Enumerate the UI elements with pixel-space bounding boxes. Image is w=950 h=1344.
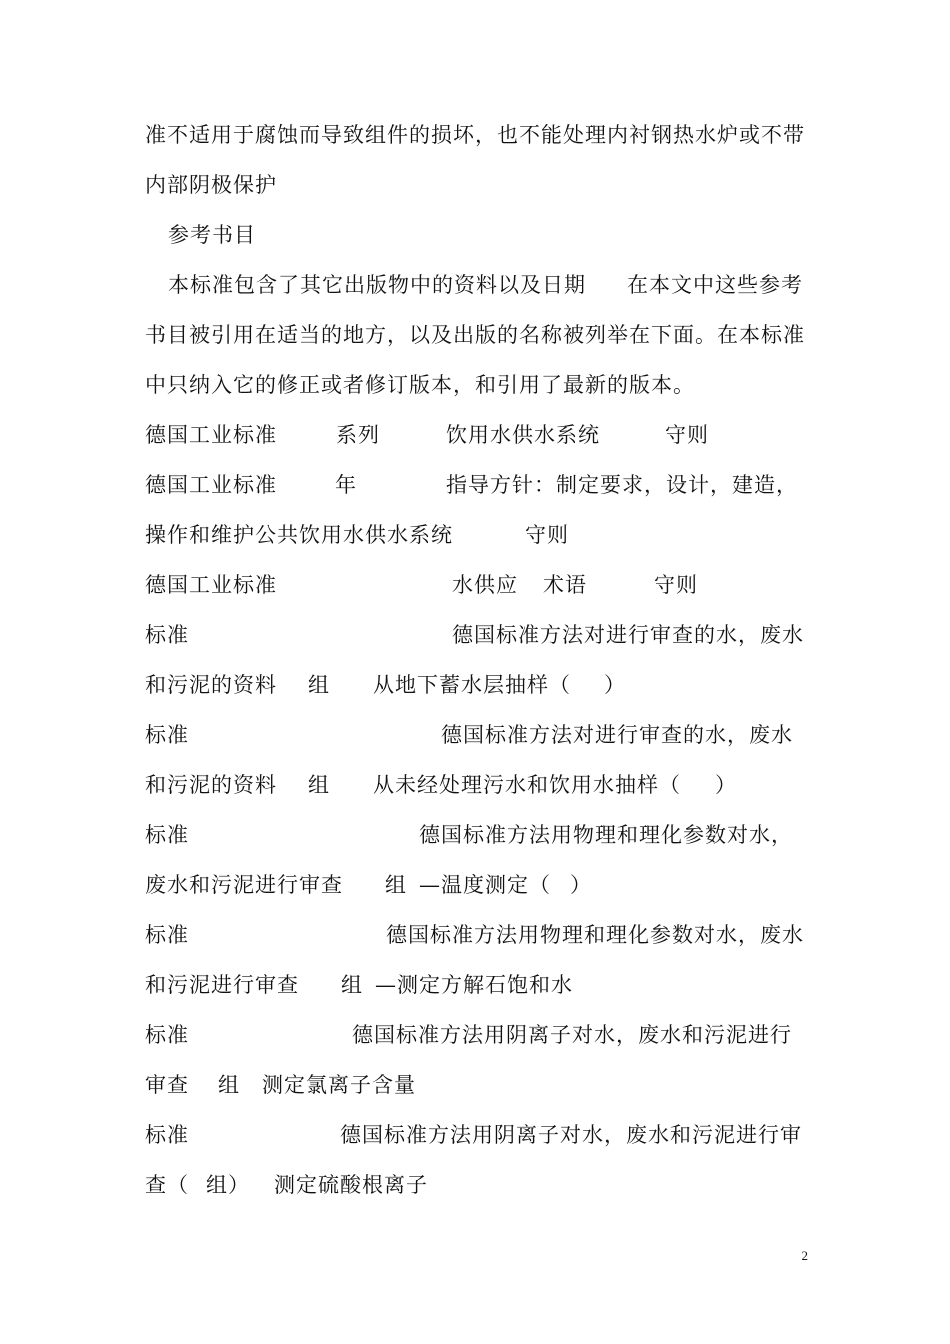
paragraph-line: 中只纳入它的修正或者修订版本，和引用了最新的版本。 [145,373,695,397]
reference-title: 测定硫酸根离子 [274,1173,428,1197]
reference-title: 指导方针：制定要求，设计，建造， [446,473,798,497]
reference-title: 德国标准方法用阴离子对水，废水和污泥进行审 [340,1123,802,1147]
reference-title: 德国标准方法对进行审查的水，废水 [441,723,793,747]
reference-group: 组 [308,773,330,797]
reference-source: 标准 [145,823,189,847]
reference-title: 和污泥进行审查 [145,973,299,997]
reference-group: 组） [206,1173,250,1197]
reference-title: 术语 [543,573,587,597]
reference-title: ） [570,873,592,897]
reference-title: 德国标准方法用阴离子对水，废水和污泥进行 [352,1023,792,1047]
reference-group: 组 [385,873,407,897]
reference-title: 审查 [145,1073,189,1097]
section-heading: 参考书目 [168,223,256,247]
reference-title: 和污泥的资料 [145,773,277,797]
reference-source: 标准 [145,623,189,647]
reference-title: 水供应 [452,573,518,597]
reference-title: 测定氯离子含量 [262,1073,416,1097]
reference-source: 标准 [145,1123,189,1147]
paragraph-line: 内部阴极保护 [145,173,277,197]
page-number: 2 [801,1248,808,1263]
paragraph-line: 书目被引用在适当的地方，以及出版的名称被列举在下面。在本标准 [145,323,805,347]
reference-group: 组 [218,1073,240,1097]
reference-type: 守则 [665,423,709,447]
reference-source: 德国工业标准 [145,423,277,447]
reference-source: 德国工业标准 [145,473,277,497]
reference-group: 组 [341,973,363,997]
reference-type: 守则 [525,523,569,547]
reference-title: ） [715,773,737,797]
reference-source: 德国工业标准 [145,573,277,597]
reference-title: 操作和维护公共饮用水供水系统 [145,523,453,547]
reference-title: —测定方解石饱和水 [375,973,573,997]
reference-type: 守则 [654,573,698,597]
reference-source: 标准 [145,923,189,947]
reference-title: —温度测定（ [419,873,551,897]
paragraph-line: 本标准包含了其它出版物中的资料以及日期 [168,273,586,297]
reference-title: 和污泥的资料 [145,673,277,697]
reference-title: 从未经处理污水和饮用水抽样（ [373,773,681,797]
reference-title: ） [604,673,626,697]
reference-title: 从地下蓄水层抽样（ [373,673,571,697]
reference-source: 标准 [145,1023,189,1047]
reference-source: 标准 [145,723,189,747]
reference-group: 组 [308,673,330,697]
reference-title: 废水和污泥进行审查 [145,873,343,897]
reference-series: 系列 [336,423,380,447]
reference-title: 德国标准方法对进行审查的水，废水 [452,623,804,647]
paragraph-line: 在本文中这些参考 [627,273,803,297]
reference-title: 饮用水供水系统 [446,423,600,447]
reference-title: 查（ [145,1173,189,1197]
reference-title: 德国标准方法用物理和理化参数对水， [419,823,793,847]
reference-year: 年 [335,473,357,497]
paragraph-line: 准不适用于腐蚀而导致组件的损坏，也不能处理内衬钢热水炉或不带 [145,123,805,147]
reference-title: 德国标准方法用物理和理化参数对水，废水 [386,923,804,947]
